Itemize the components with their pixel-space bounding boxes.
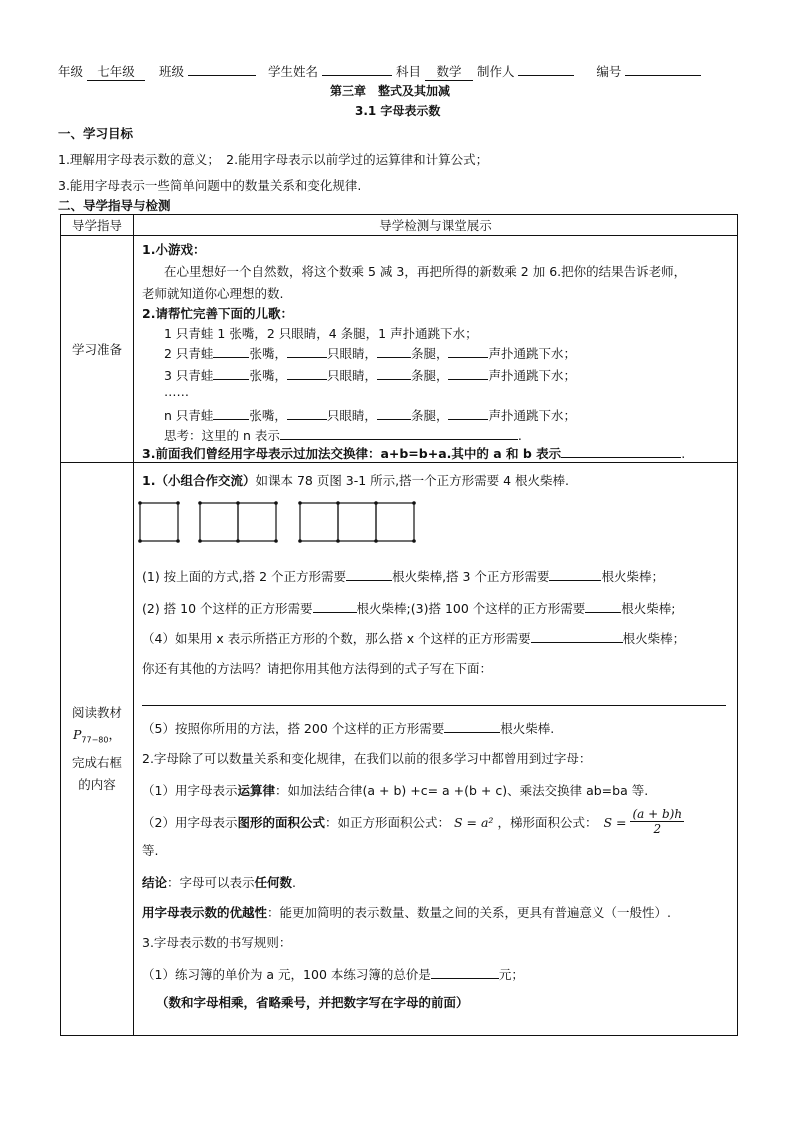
prep-cell: [134, 236, 738, 463]
student-label: 学生姓名: [267, 64, 318, 79]
square-area-formula: S = a²: [454, 815, 494, 830]
grade-label: 年级: [58, 64, 84, 79]
prep-q1-text1: 在心里想好一个自然数，将这个数乘 5 减 3，再把所得的新数乘 2 加 6.把你的结果告诉老师，: [164, 264, 687, 279]
blank[interactable]: [448, 345, 488, 358]
blank[interactable]: [287, 367, 327, 380]
read-s2: (2) 搭 10 个这样的正方形需要 根火柴棒;(3)搭 100 个这样的正方形需要 根火柴棒;: [142, 601, 676, 616]
prep-q1-title: 1.小游戏：: [142, 242, 206, 257]
prep-q2-line1: 1 只青蛙 1 张嘴，2 只眼睛，4 条腿，1 声扑通跳下水；: [164, 326, 478, 341]
col-header-check: 导学检测与课堂展示: [134, 215, 738, 236]
blank[interactable]: [561, 445, 681, 458]
read-advantage: 用字母表示数的优越性：能更加简明的表示数量、数量之间的关系，更具有普遍意义（一般性）.: [142, 905, 671, 920]
read-s5: （5）按照你所用的方法，搭 200 个这样的正方形需要 根火柴棒.: [142, 721, 555, 736]
grade-value: 七年级: [87, 62, 145, 81]
blank[interactable]: [287, 345, 327, 358]
goal-line-1: 1.理解用字母表示数的意义； 2.能用字母表示以前学过的运算律和计算公式；: [58, 152, 489, 167]
goals-heading: 一、学习目标: [58, 126, 134, 141]
row-label-prep: 学习准备: [61, 236, 134, 463]
blank[interactable]: [448, 367, 488, 380]
subject-value: 数学: [425, 62, 473, 81]
read-p2-title: 2.字母除了可以数量关系和变化规律，在我们以前的很多学习中都曾用到过字母：: [142, 751, 592, 766]
read-p2-2: （2）用字母表示图形的面积公式：如正方形面积公式： S = a² ，梯形面积公式： S = $\frac{(a + b)h}{2}$: [142, 807, 683, 836]
read-p1-title: 1.（小组合作交流）如课本 78 页图 3-1 所示,搭一个正方形需要 4 根火柴棒.: [142, 473, 570, 488]
blank[interactable]: [213, 407, 249, 420]
read-s1: (1) 按上面的方式,搭 2 个正方形需要 根火柴棒,搭 3 个正方形需要 根火柴棒；: [142, 569, 664, 584]
prep-q2-line3: 3 只青蛙 张嘴， 只眼睛， 条腿， 声扑通跳下水；: [164, 368, 576, 383]
read-p3-rule: （数和字母相乘，省略乘号，并把数字写在字母的前面）: [156, 995, 469, 1010]
read-cell: [134, 463, 738, 1036]
prep-q2-title: 2.请帮忙完善下面的儿歌：: [142, 306, 293, 321]
blank[interactable]: [346, 568, 392, 581]
prep-q2-line4: n 只青蛙 张嘴， 只眼睛， 条腿， 声扑通跳下水；: [164, 408, 576, 423]
prep-q2-dots: ……: [164, 384, 189, 399]
section-title: 3.1 字母表示数: [355, 104, 441, 118]
read-s4-other: 你还有其他的方法吗？请把你用其他方法得到的式子写在下面：: [142, 661, 493, 676]
prep-q1-text2: 老师就知道你心理想的数.: [142, 286, 284, 301]
read-p2-2-end: 等.: [142, 843, 159, 858]
blank[interactable]: [280, 427, 518, 440]
maker-field[interactable]: [518, 63, 574, 76]
read-p2-1: （1）用字母表示运算律：如加法结合律(a + b) +c= a +(b + c)、乘法交换律 ab=ba 等.: [142, 783, 649, 798]
col-header-guide: 导学指导: [61, 215, 134, 236]
blank[interactable]: [585, 600, 621, 613]
answer-line[interactable]: [142, 705, 726, 706]
matchstick-squares-figure: [134, 493, 434, 553]
student-field[interactable]: [322, 63, 392, 76]
trapezoid-area-fraction: $\frac{(a + b)h}{2}$: [632, 807, 683, 836]
row-label-read: 阅读教材 $P_{77-80}$， 完成右框 的内容: [61, 463, 134, 1036]
goal-line-2: 3.能用字母表示一些简单问题中的数量关系和变化规律.: [58, 178, 362, 193]
guide-heading: 二、导学指导与检测: [58, 198, 171, 213]
read-conclusion: 结论：字母可以表示任何数.: [142, 875, 297, 890]
blank[interactable]: [287, 407, 327, 420]
prep-q2-think: 思考：这里的 n 表示 .: [164, 428, 522, 443]
guide-table: [60, 214, 738, 1036]
blank[interactable]: [313, 600, 357, 613]
blank[interactable]: [549, 568, 601, 581]
prep-q3: 3.前面我们曾经用字母表示过加法交换律：a+b=b+a.其中的 a 和 b 表示 .: [142, 446, 686, 461]
read-p3-1: （1）练习簿的单价为 a 元，100 本练习簿的总价是 元；: [142, 967, 524, 982]
maker-label: 制作人: [476, 64, 515, 79]
blank[interactable]: [213, 367, 249, 380]
blank[interactable]: [531, 630, 623, 643]
prep-q2-line2: 2 只青蛙 张嘴， 只眼睛， 条腿， 声扑通跳下水；: [164, 346, 576, 361]
class-field[interactable]: [188, 63, 256, 76]
blank[interactable]: [377, 407, 411, 420]
chapter-title: 第三章 整式及其加减: [330, 84, 451, 98]
read-s4: （4）如果用 x 表示所搭正方形的个数，那么搭 x 个这样的正方形需要 根火柴棒；: [142, 631, 686, 646]
read-p3-title: 3.字母表示数的书写规则：: [142, 935, 292, 950]
blank[interactable]: [444, 720, 500, 733]
blank[interactable]: [377, 367, 411, 380]
class-label: 班级: [158, 64, 184, 79]
number-label: 编号: [596, 64, 622, 79]
number-field[interactable]: [625, 63, 701, 76]
subject-label: 科目: [395, 64, 421, 79]
blank[interactable]: [213, 345, 249, 358]
blank[interactable]: [377, 345, 411, 358]
blank[interactable]: [431, 966, 499, 979]
blank[interactable]: [448, 407, 488, 420]
header-line: [58, 62, 701, 81]
